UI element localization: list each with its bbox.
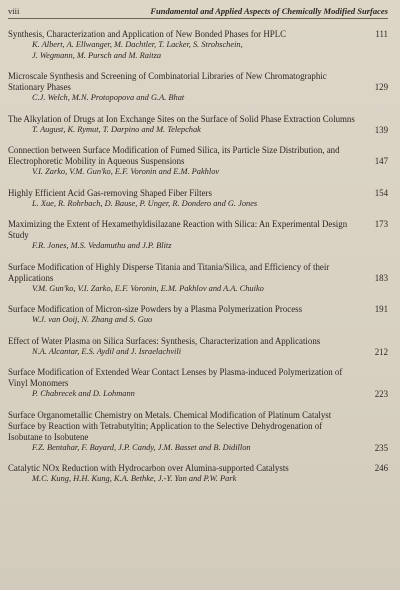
- toc-entry: [8, 188, 388, 210]
- toc-entry: [8, 410, 388, 454]
- toc-entry: [8, 304, 388, 326]
- entry-title: Connection between Surface Modification of Fumed Silica, its Particle Size Distribution, and Electrophoretic Mobility in Aqueous Suspensions: [8, 145, 340, 166]
- entry-authors: V.M. Gun'ko, V.I. Zarko, E.F. Voronin, E.M. Pakhlov and A.A. Chuiko: [32, 283, 264, 293]
- toc-entry: [8, 71, 388, 104]
- toc-entry: [8, 367, 388, 400]
- toc-entry: [8, 219, 388, 252]
- running-title: Fundamental and Applied Aspects of Chemically Modified Surfaces: [150, 6, 388, 16]
- toc-entry: [8, 336, 388, 358]
- entry-authors: N.A. Alcantar, E.S. Aydil and J. Israelachvili: [32, 346, 182, 356]
- page-number: viii: [8, 6, 20, 16]
- entry-authors: T. August, K. Rymut, T. Darpino and M. Telepchak: [32, 124, 201, 134]
- entry-page-number: 183: [374, 272, 388, 283]
- entry-page-number: 111: [375, 29, 388, 39]
- entry-title: Maximizing the Extent of Hexamethyldisilazane Reaction with Silica: An Experimental Design Study: [8, 219, 348, 240]
- entry-authors: M.C. Kung, H.H. Kung, K.A. Bethke, J.-Y. Yan and P.W. Park: [32, 474, 237, 483]
- entry-title: Synthesis, Characterization and Application of New Bonded Phases for HPLC: [8, 29, 287, 39]
- entry-authors: W.J. van Ooij, N. Zhang and S. Guo: [32, 315, 153, 324]
- entry-title: Catalytic NOx Reduction with Hydrocarbon over Alumina-supported Catalysts: [8, 463, 289, 473]
- entry-authors: V.I. Zarko, V.M. Gun'ko, E.F. Voronin and E.M. Pakhlov: [32, 167, 220, 176]
- entry-title: The Alkylation of Drugs at Ion Exchange Sites on the Surface of Solid Phase Extraction Columns: [8, 113, 355, 124]
- entry-title: Effect of Water Plasma on Silica Surfaces: Synthesis, Characterization and Applications: [8, 335, 321, 346]
- entry-authors: J. Wegmann, M. Pursch and M. Raitza: [32, 50, 162, 60]
- table-of-contents: [8, 29, 388, 485]
- toc-entry: [8, 145, 388, 178]
- entry-page-number: 191: [374, 304, 388, 314]
- entry-authors: P. Chabrecek and D. Lohmann: [32, 389, 135, 398]
- entry-page-number: 235: [374, 442, 388, 453]
- toc-entry: [8, 262, 388, 295]
- entry-page-number: 139: [374, 124, 388, 135]
- toc-entry: [8, 29, 388, 61]
- entry-page-number: 223: [374, 389, 388, 399]
- entry-authors: L. Xue, R. Rohrbach, D. Bause, P. Unger, R. Dondero and G. Jones: [32, 198, 258, 208]
- entry-title: Surface Modification of Highly Disperse Titania and Titania/Silica, and Efficiency of their Applications: [8, 261, 330, 283]
- entry-page-number: 212: [374, 346, 388, 357]
- entry-title: Surface Organometallic Chemistry on Metals. Chemical Modification of Platinum Catalyst Surface by Reaction with Tetrabutyltin; Application to the Selective Dehydrogenation of Isobutane to Isobutene: [8, 409, 332, 442]
- entry-authors: F.R. Jones, M.S. Vedamuthu and J.P. Blitz: [32, 241, 172, 250]
- entry-title: Surface Modification of Extended Wear Contact Lenses by Plasma-induced Polymerization of Vinyl Monomers: [8, 367, 343, 388]
- entry-authors: C.J. Welch, M.N. Protopopova and G.A. Bhat: [32, 93, 185, 102]
- entry-page-number: 173: [374, 219, 388, 229]
- entry-title: Surface Modification of Micron-size Powders by a Plasma Polymerization Process: [8, 304, 303, 314]
- page-header: [8, 6, 388, 19]
- entry-page-number: 246: [374, 463, 388, 473]
- toc-entry: [8, 463, 388, 485]
- entry-page-number: 154: [374, 187, 388, 198]
- entry-authors: F.Z. Bentahar, F. Bayard, J.P. Candy, J.M. Basset and B. Didillon: [32, 442, 251, 452]
- entry-page-number: 147: [374, 156, 388, 166]
- toc-entry: [8, 114, 388, 136]
- entry-title: Highly Efficient Acid Gas-removing Shaped Fiber Filters: [8, 187, 212, 198]
- entry-page-number: 129: [374, 82, 388, 92]
- entry-authors: K. Albert, A. Ellwanger, M. Dachtler, T. Lacker, S. Strohschein,: [32, 40, 243, 49]
- entry-title: Microscale Synthesis and Screening of Combinatorial Libraries of New Chromatographic Stationary Phases: [8, 71, 327, 92]
